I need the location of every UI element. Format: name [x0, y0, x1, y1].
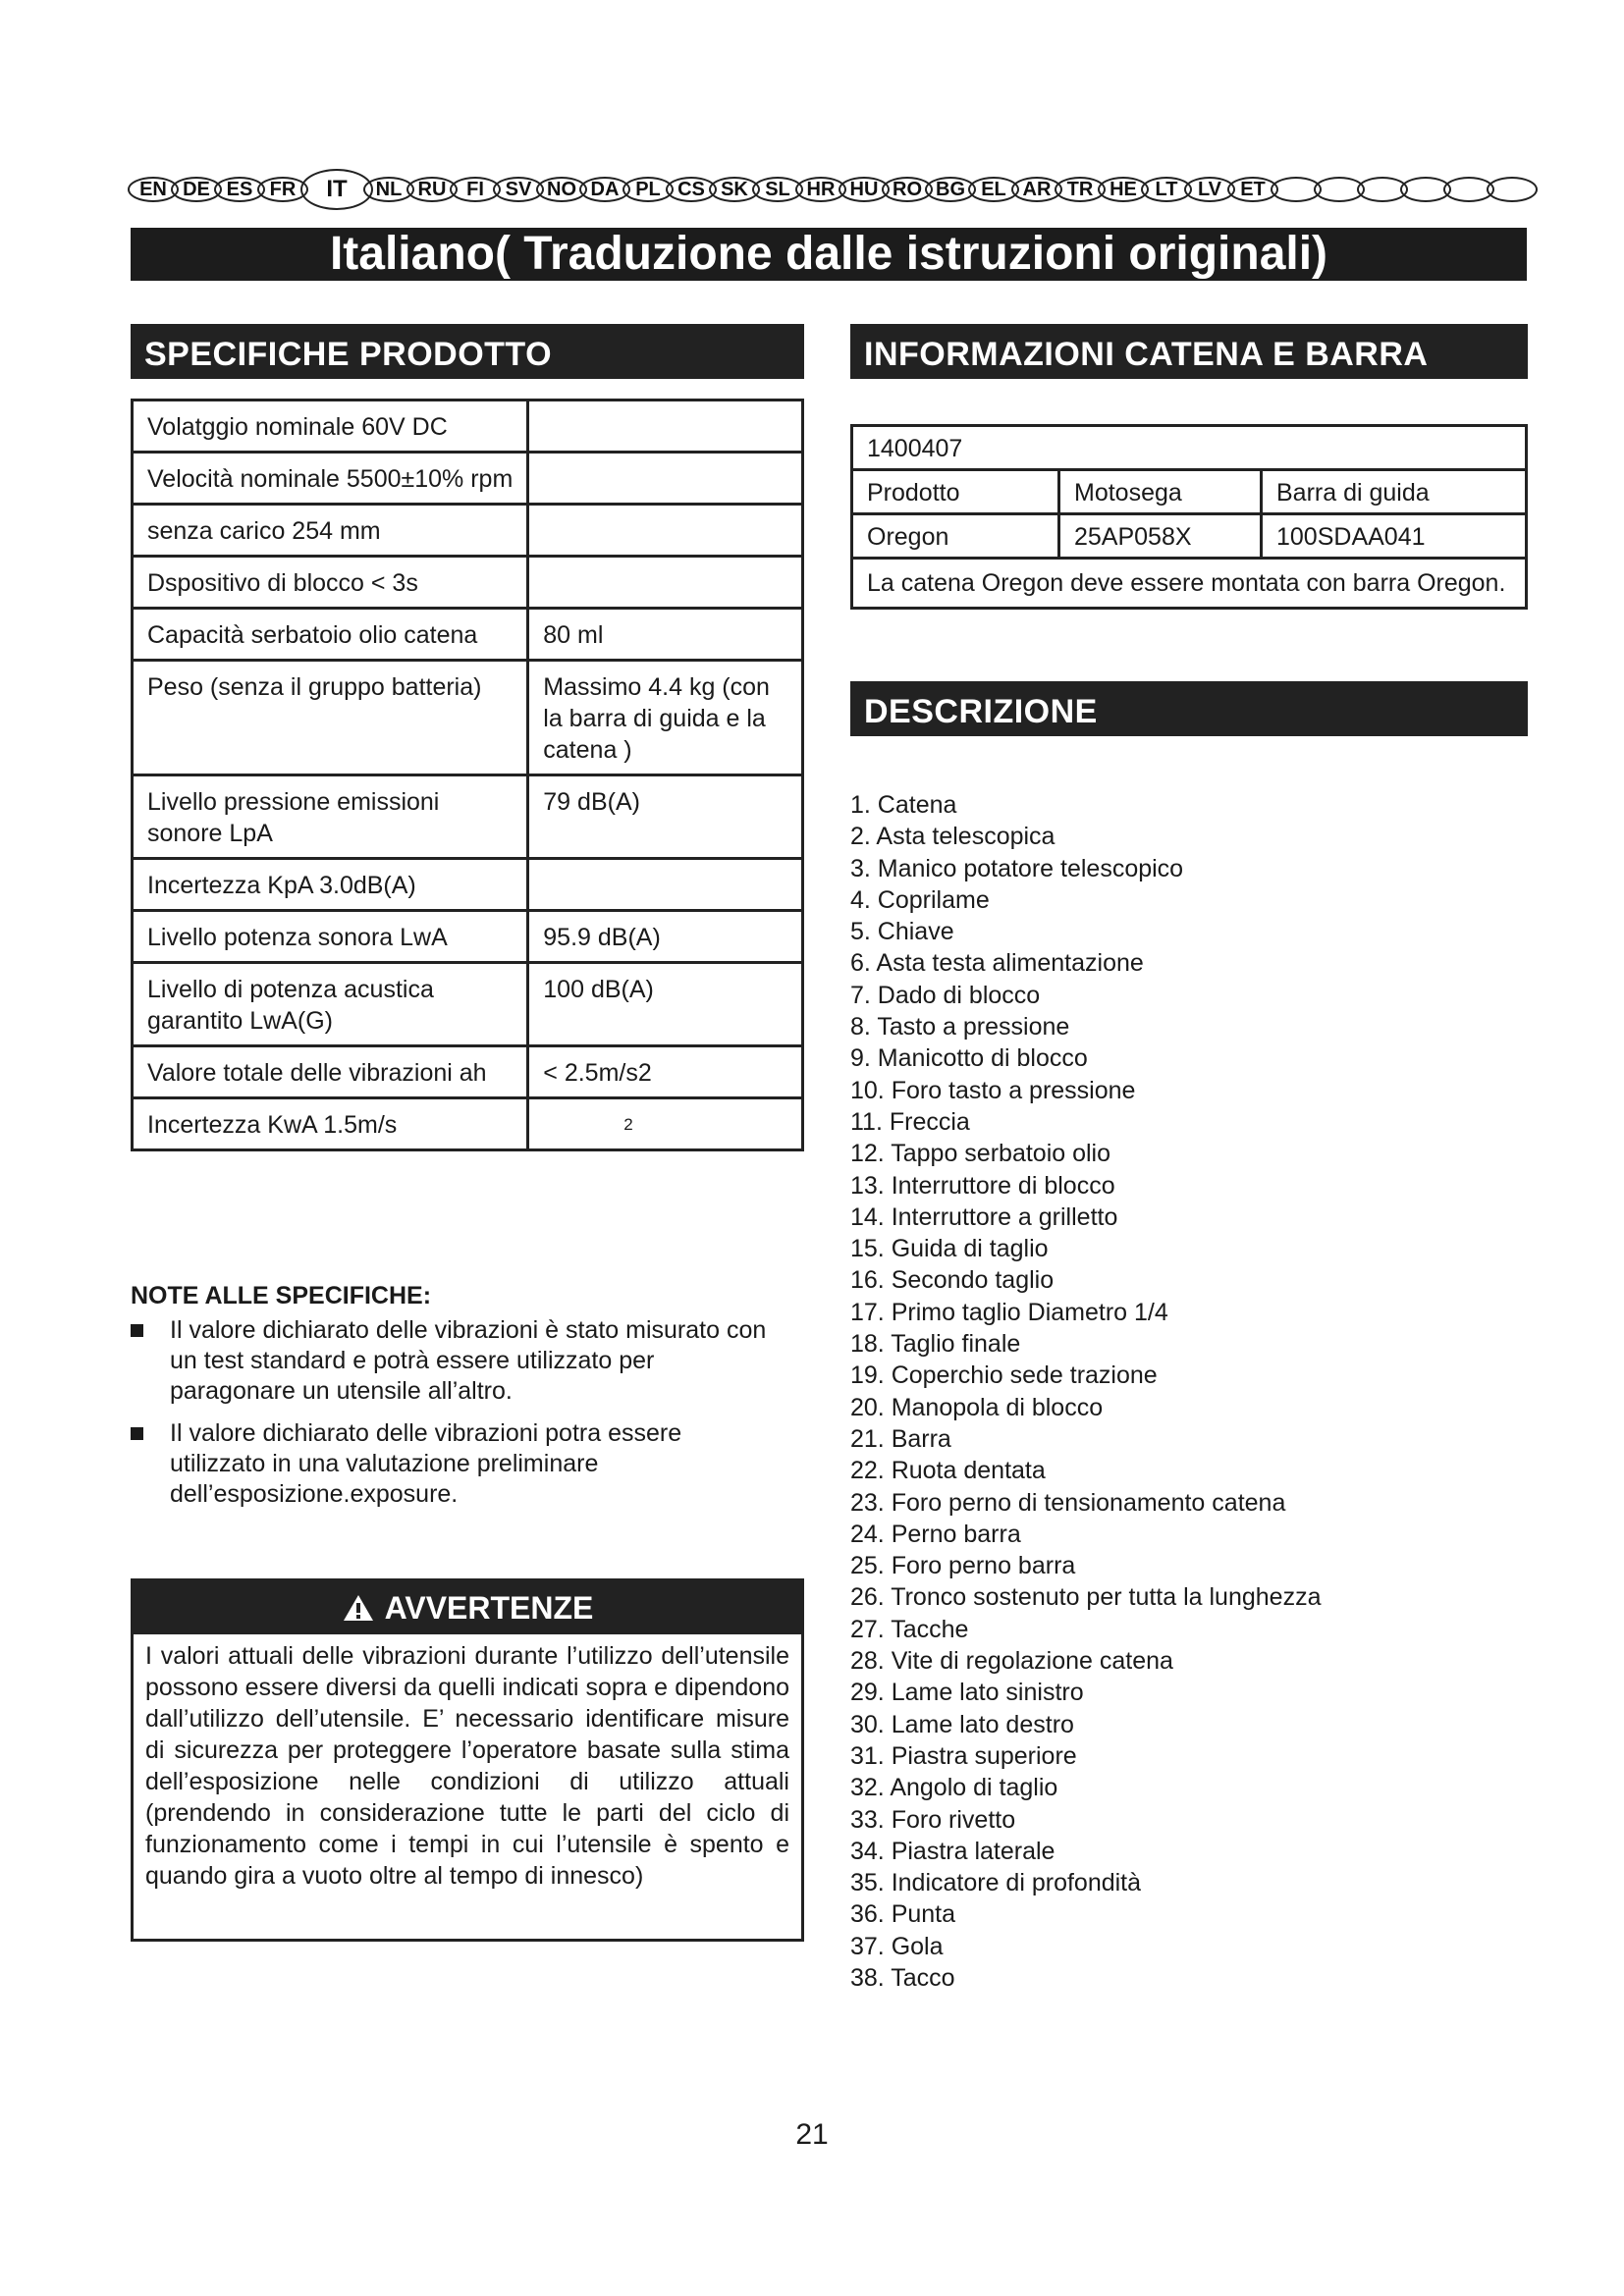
list-item: 31. Piastra superiore	[850, 1741, 1077, 1770]
language-tab: LT	[1141, 177, 1192, 202]
list-item: 6. Asta testa alimentazione	[850, 949, 1144, 978]
page-title: Italiano( Traduzione dalle istruzioni originali)	[131, 228, 1527, 281]
spec-label: Livello pressione emissioni sonore LpA	[133, 775, 528, 859]
spec-row	[133, 1098, 803, 1150]
list-item: 17. Primo taglio Diametro 1/4	[850, 1298, 1168, 1326]
description-list	[850, 789, 1321, 1994]
chain-heading: INFORMAZIONI CATENA E BARRA	[850, 324, 1528, 379]
list-item: 12. Tappo serbatoio olio	[850, 1140, 1111, 1168]
list-item: 5. Chiave	[850, 918, 954, 946]
warning-text: I valori attuali delle vibrazioni durante l’utilizzo dell’utensile possono essere diversi da quelli indicati sopra e dipendono dall’utilizzo dell’utensile. E’ necessario identificare misure di sicurezza per proteggere l’operatore basate sulla stima dell’esposizione nelle condizioni di utilizzo attuali (prendendo in considerazione tutte le parti del ciclo di funzionamento come i tempi in cui l’utensile è spento e quando gira a vuoto oltre al tempo di innesco)	[145, 1642, 789, 1890]
list-item: 28. Vite di regolazione catena	[850, 1647, 1173, 1676]
list-item: 32. Angolo di taglio	[850, 1774, 1058, 1802]
chain-cell: 25AP058X	[1059, 514, 1262, 559]
language-tab: BG	[925, 177, 976, 202]
language-tab: ET	[1227, 177, 1278, 202]
list-item: 13. Interruttore di blocco	[850, 1171, 1115, 1200]
list-item: 11. Freccia	[850, 1107, 970, 1136]
list-item: 10. Foro tasto a pressione	[850, 1076, 1136, 1104]
language-selector	[128, 169, 1522, 210]
list-item: 22. Ruota dentata	[850, 1457, 1046, 1485]
spec-value	[528, 400, 803, 453]
list-item: 27. Tacche	[850, 1615, 969, 1643]
list-item: 8. Tasto a pressione	[850, 1013, 1070, 1041]
spec-label: senza carico 254 mm	[133, 505, 528, 557]
spec-value: 79 dB(A)	[528, 775, 803, 859]
note-item	[131, 1418, 769, 1510]
language-tab: NL	[363, 177, 414, 202]
list-item: 4. Coprilame	[850, 885, 990, 914]
spec-label: Velocità nominale 5500±10% rpm	[133, 453, 528, 505]
spec-label: Livello di potenza acustica garantito LwA(G)	[133, 963, 528, 1046]
spec-value: 95.9 dB(A)	[528, 911, 803, 963]
spec-value: 2	[528, 1098, 803, 1150]
chain-header-cell: Motosega	[1059, 470, 1262, 514]
language-tab: AR	[1011, 177, 1062, 202]
language-tab: ES	[214, 177, 265, 202]
list-item: 18. Taglio finale	[850, 1330, 1021, 1359]
list-item: 16. Secondo taglio	[850, 1266, 1055, 1295]
spec-row	[133, 859, 803, 911]
spec-value	[528, 859, 803, 911]
spec-value	[528, 505, 803, 557]
description-heading: DESCRIZIONE	[850, 681, 1528, 736]
language-tab: EL	[968, 177, 1019, 202]
list-item: 15. Guida di taglio	[850, 1235, 1049, 1263]
notes-title: NOTE ALLE SPECIFICHE:	[131, 1282, 432, 1309]
bullet-icon	[131, 1324, 143, 1337]
warning-heading-label: AVVERTENZE	[384, 1590, 594, 1626]
note-text: Il valore dichiarato delle vibrazioni è stato misurato con un test standard e potrà essere utilizzato per paragonare un utensile all’altro.	[170, 1316, 767, 1405]
spec-label: Incertezza KwA 1.5m/s	[133, 1098, 528, 1150]
list-item: 30. Lame lato destro	[850, 1710, 1074, 1738]
language-tab: SV	[493, 177, 544, 202]
list-item: 38. Tacco	[850, 1963, 955, 1992]
list-item: 33. Foro rivetto	[850, 1805, 1016, 1834]
spec-label: Peso (senza il gruppo batteria)	[133, 661, 528, 775]
list-item: 24. Perno barra	[850, 1520, 1021, 1548]
language-tab: SL	[752, 177, 803, 202]
warning-box	[131, 1578, 804, 1942]
spec-label: Capacità serbatoio olio catena	[133, 609, 528, 661]
spec-value: 80 ml	[528, 609, 803, 661]
spec-value: < 2.5m/s2	[528, 1046, 803, 1098]
language-tab: NO	[536, 177, 587, 202]
language-tab: DA	[579, 177, 630, 202]
spec-label: Livello potenza sonora LwA	[133, 911, 528, 963]
spec-value: Massimo 4.4 kg (con la barra di guida e la catena )	[528, 661, 803, 775]
note-text: Il valore dichiarato delle vibrazioni potra essere utilizzato in una valutazione preliminare dell’esposizione.exposure.	[170, 1419, 682, 1508]
list-item: 19. Coperchio sede trazione	[850, 1362, 1158, 1390]
chain-table	[850, 424, 1528, 610]
list-item: 25. Foro perno barra	[850, 1552, 1076, 1580]
spec-row	[133, 557, 803, 609]
language-tab: SK	[709, 177, 760, 202]
chain-header-cell: Prodotto	[852, 470, 1059, 514]
language-tab: HR	[795, 177, 846, 202]
chain-cell: Oregon	[852, 514, 1059, 559]
chain-code: 1400407	[852, 426, 1527, 470]
spec-value	[528, 557, 803, 609]
spec-label: Incertezza KpA 3.0dB(A)	[133, 859, 528, 911]
list-item: 9. Manicotto di blocco	[850, 1044, 1088, 1073]
language-tab: IT	[300, 169, 373, 210]
list-item: 1. Catena	[850, 791, 957, 819]
language-tab: TR	[1055, 177, 1106, 202]
list-item: 34. Piastra laterale	[850, 1837, 1056, 1865]
spec-row	[133, 1046, 803, 1098]
spec-heading: SPECIFICHE PRODOTTO	[131, 324, 804, 379]
spec-row	[133, 775, 803, 859]
list-item: 29. Lame lato sinistro	[850, 1679, 1084, 1707]
spec-value: 100 dB(A)	[528, 963, 803, 1046]
list-item: 3. Manico potatore telescopico	[850, 854, 1184, 882]
list-item: 21. Barra	[850, 1424, 951, 1453]
warning-heading	[134, 1581, 801, 1634]
spec-value	[528, 453, 803, 505]
language-tab: LV	[1184, 177, 1235, 202]
language-tab: RO	[882, 177, 933, 202]
page-number: 21	[795, 2118, 829, 2151]
chain-header-cell: Barra di guida	[1262, 470, 1527, 514]
spec-label: Valore totale delle vibrazioni ah	[133, 1046, 528, 1098]
spec-row	[133, 661, 803, 775]
list-item: 26. Tronco sostenuto per tutta la lunghezza	[850, 1583, 1322, 1612]
spec-row	[133, 453, 803, 505]
list-item: 2. Asta telescopica	[850, 823, 1056, 851]
spec-label: Dspositivo di blocco < 3s	[133, 557, 528, 609]
warning-triangle-icon	[342, 1593, 375, 1623]
language-tab: CS	[666, 177, 717, 202]
spec-table	[131, 399, 804, 1151]
list-item: 7. Dado di blocco	[850, 981, 1041, 1009]
list-item: 35. Indicatore di profondità	[850, 1869, 1142, 1897]
list-item: 37. Gola	[850, 1932, 944, 1960]
spec-row	[133, 963, 803, 1046]
language-tab: DE	[171, 177, 222, 202]
spec-row	[133, 911, 803, 963]
list-item: 14. Interruttore a grilletto	[850, 1202, 1118, 1231]
bullet-icon	[131, 1427, 143, 1440]
list-item: 36. Punta	[850, 1900, 956, 1929]
list-item: 23. Foro perno di tensionamento catena	[850, 1488, 1286, 1517]
spec-row	[133, 400, 803, 453]
language-tab: FR	[257, 177, 308, 202]
spec-row	[133, 609, 803, 661]
spec-row	[133, 505, 803, 557]
spec-label: Volatggio nominale 60V DC	[133, 400, 528, 453]
language-tab	[1487, 177, 1538, 202]
language-tab: RU	[406, 177, 458, 202]
language-tab: HU	[839, 177, 890, 202]
language-tab: FI	[450, 177, 501, 202]
list-item: 20. Manopola di blocco	[850, 1393, 1104, 1421]
chain-cell: 100SDAA041	[1262, 514, 1527, 559]
language-tab: HE	[1098, 177, 1149, 202]
language-tab: EN	[128, 177, 179, 202]
chain-note: La catena Oregon deve essere montata con barra Oregon.	[852, 559, 1527, 609]
note-item	[131, 1315, 769, 1407]
language-tab: PL	[623, 177, 674, 202]
